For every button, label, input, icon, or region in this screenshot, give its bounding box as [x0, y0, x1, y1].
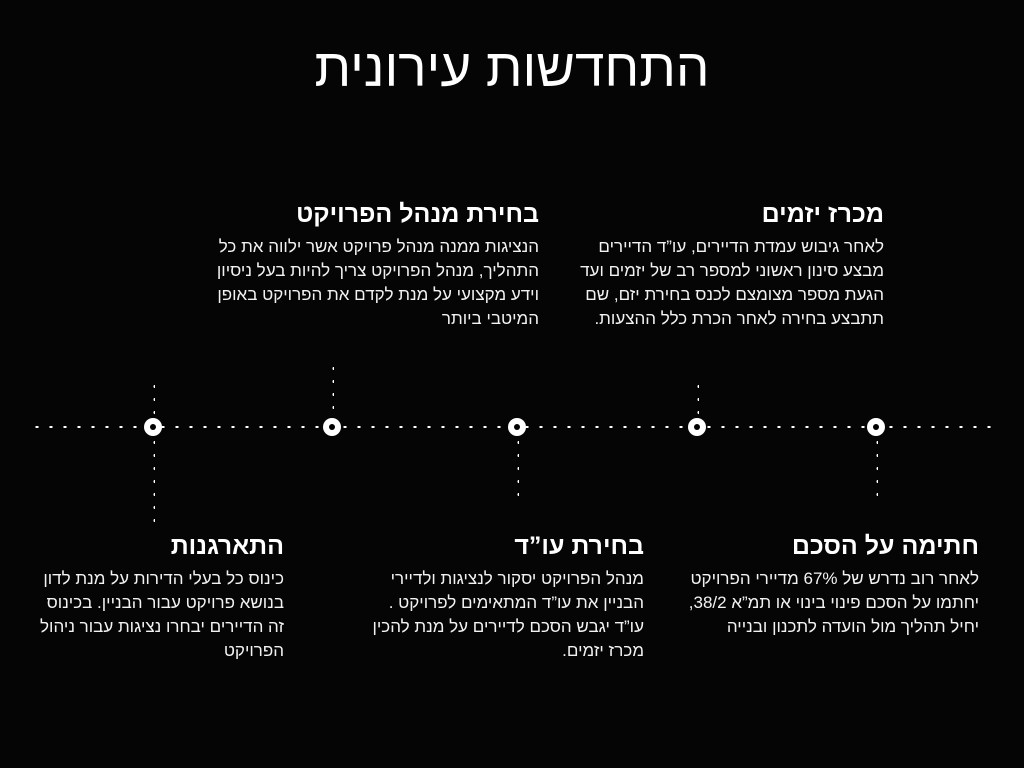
block-select-lawyer	[364, 532, 644, 663]
block-title-organization: התארגנות	[170, 532, 284, 560]
block-body-select-lawyer: מנהל הפרויקט יסקור לנציגות ולדיירי הבניין את עו”ד המתאימים לפרויקט . עו”ד יגבש הסכם לדיירים על מנת להכין מכרז יזמים.	[372, 568, 644, 661]
timeline-node-5[interactable]	[867, 418, 885, 436]
connector-node1-down	[152, 436, 155, 524]
block-sign-agreement	[669, 532, 979, 639]
connector-node3-down	[516, 436, 519, 506]
page-title: התחדשות עירונית	[314, 39, 710, 98]
block-title-sign-agreement: חתימה על הסכם	[791, 532, 979, 560]
connector-node2-up	[331, 362, 334, 422]
block-title-select-project-manager: בחירת מנהל הפרויקט	[296, 200, 539, 228]
block-body-sign-agreement: לאחר רוב נדרש של 67% מדיירי הפרויקט יחתמו על הסכם פינוי בינוי או תמ”א 38/2, יחיל תהליך מול הועדה לתכנון ובנייה	[688, 568, 979, 636]
timeline-node-4[interactable]	[688, 418, 706, 436]
timeline-node-1[interactable]	[144, 418, 162, 436]
connector-node4-up	[696, 380, 699, 422]
block-body-tender-developers: לאחר גיבוש עמדת הדיירים, עו”ד הדיירים מבצע סינון ראשוני למספר רב של יזמים ועד הגעת מספר מצומצם לכנס בחירת יזם, שם תתבצע בחירה לאחר הכרת כלל ההצעות.	[580, 236, 884, 329]
block-select-project-manager	[187, 200, 539, 331]
connector-node1-up	[152, 380, 155, 422]
connector-node5-down	[875, 436, 878, 506]
timeline-node-3[interactable]	[508, 418, 526, 436]
block-organization	[39, 532, 284, 663]
block-body-organization: כינוס כל בעלי הדירות על מנת לדון בנושא פרויקט עבור הבניין. בכינוס זה הדיירים יבחרו נציגות עבור ניהול הפרויקט	[40, 568, 284, 661]
block-body-select-project-manager: הנציגות ממנה מנהל פרויקט אשר ילווה את כל התהליך, מנהל הפרויקט צריך להיות בעל ניסיון וידע מקצועי על מנת לקדם את הפרויקט באופן המיטבי ביותר	[216, 236, 539, 329]
block-title-select-lawyer: בחירת עו”ד	[514, 532, 644, 560]
timeline-node-2[interactable]	[323, 418, 341, 436]
block-tender-developers	[564, 200, 884, 331]
block-title-tender-developers: מכרז יזמים	[761, 200, 884, 228]
